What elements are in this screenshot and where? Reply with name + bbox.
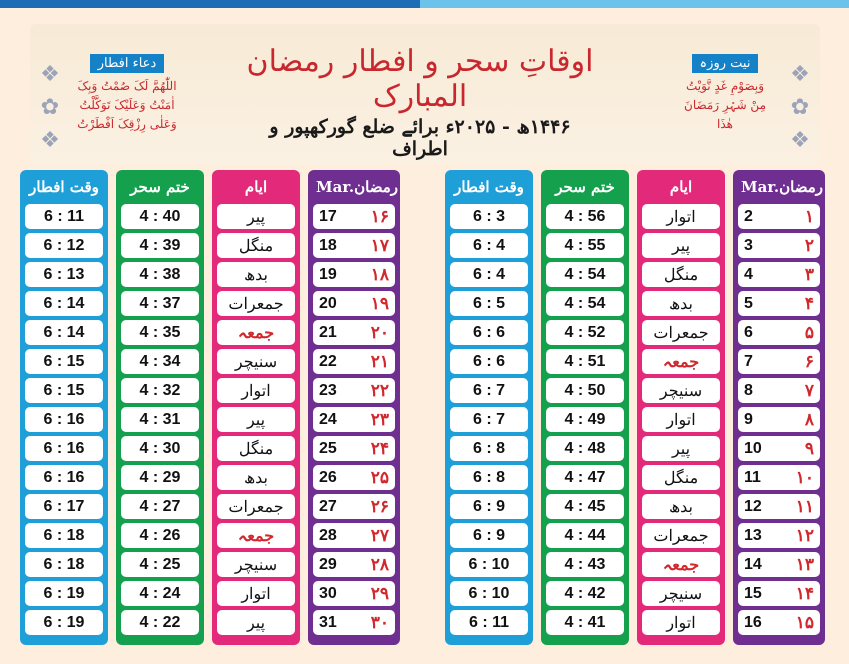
- sehri-time-cell: 4 : 25: [121, 552, 199, 577]
- column-rz: [733, 170, 825, 645]
- ramzan-number: ۶: [804, 351, 814, 372]
- day-cell: بدھ: [217, 465, 295, 490]
- sehri-time-cell: 4 : 24: [121, 581, 199, 606]
- iftar-time-cell: 6 : 6: [450, 349, 528, 374]
- date-cell: [313, 320, 395, 345]
- column-cells: [217, 204, 295, 639]
- date-cell: [313, 407, 395, 432]
- sehri-time-cell: 4 : 54: [546, 262, 624, 287]
- date-cell: [313, 465, 395, 490]
- sehri-time-cell: 4 : 42: [546, 581, 624, 606]
- date-cell: [313, 436, 395, 461]
- ramzan-label: رمضان: [779, 178, 823, 196]
- ramzan-number: ۱۴: [795, 583, 814, 604]
- column-day: [212, 170, 300, 645]
- column-iftar: [20, 170, 108, 645]
- roza-niyat-line: مِنْ شَہْرِ رَمَضَانَ: [684, 98, 766, 112]
- column-cells: [546, 204, 624, 639]
- column-iftar: [445, 170, 533, 645]
- day-cell: منگل: [217, 233, 295, 258]
- sehri-time-cell: 4 : 37: [121, 291, 199, 316]
- ramzan-number: ۱۶: [370, 206, 389, 227]
- iftar-time-cell: 6 : 7: [450, 378, 528, 403]
- sehri-time-cell: 4 : 40: [121, 204, 199, 229]
- ramzan-number: ۲۸: [370, 554, 389, 575]
- column-cells: [25, 204, 103, 639]
- sehri-time-cell: 4 : 43: [546, 552, 624, 577]
- column-header-rz: [308, 170, 400, 204]
- column-cells: [121, 204, 199, 639]
- column-day: [637, 170, 725, 645]
- iftar-time-cell: 6 : 16: [25, 465, 103, 490]
- sehri-time-cell: 4 : 55: [546, 233, 624, 258]
- march-date: 4: [744, 265, 753, 283]
- day-cell: سنیچر: [217, 349, 295, 374]
- march-date: 5: [744, 294, 753, 312]
- ramzan-number: ۱۰: [795, 467, 814, 488]
- column-cells: [738, 204, 820, 639]
- iftar-dua-line: اللّٰھُمَّ لَکَ صُمْتُ وَبِکَ: [77, 79, 177, 93]
- sehri-time-cell: 4 : 50: [546, 378, 624, 403]
- date-cell: [738, 349, 820, 374]
- sehri-time-cell: 4 : 27: [121, 494, 199, 519]
- roza-niyat: [650, 52, 800, 134]
- sehri-time-cell: 4 : 38: [121, 262, 199, 287]
- column-cells: [313, 204, 395, 639]
- day-cell: اتوار: [642, 204, 720, 229]
- ramzan-number: ۲۵: [370, 467, 389, 488]
- march-date: 10: [744, 439, 762, 457]
- day-cell: پیر: [642, 233, 720, 258]
- sehri-time-cell: 4 : 51: [546, 349, 624, 374]
- march-date: 9: [744, 410, 753, 428]
- sehri-time-cell: 4 : 54: [546, 291, 624, 316]
- march-date: 26: [319, 468, 337, 486]
- day-cell: اتوار: [217, 581, 295, 606]
- date-cell: [313, 610, 395, 635]
- ramzan-number: ۲۴: [370, 438, 389, 459]
- day-cell: جمعہ: [217, 320, 295, 345]
- date-cell: [313, 494, 395, 519]
- column-cells: [450, 204, 528, 639]
- ramzan-number: ۲: [804, 235, 814, 256]
- day-cell: جمعہ: [217, 523, 295, 548]
- sehri-time-cell: 4 : 49: [546, 407, 624, 432]
- day-cell: جمعرات: [217, 494, 295, 519]
- march-date: 7: [744, 352, 753, 370]
- march-date: 6: [744, 323, 753, 341]
- iftar-time-cell: 6 : 13: [25, 262, 103, 287]
- day-cell: پیر: [217, 407, 295, 432]
- iftar-time-cell: 6 : 15: [25, 349, 103, 374]
- march-date: 16: [744, 613, 762, 631]
- column-sehri: [541, 170, 629, 645]
- sehri-time-cell: 4 : 31: [121, 407, 199, 432]
- iftar-time-cell: 6 : 4: [450, 262, 528, 287]
- column-header-day: ایام: [244, 178, 268, 196]
- ramzan-number: ۳: [804, 264, 814, 285]
- march-date: 14: [744, 555, 762, 573]
- day-cell: سنیچر: [642, 378, 720, 403]
- iftar-time-cell: 6 : 19: [25, 610, 103, 635]
- date-cell: [313, 378, 395, 403]
- date-cell: [738, 233, 820, 258]
- iftar-time-cell: 6 : 10: [450, 552, 528, 577]
- day-cell: منگل: [642, 262, 720, 287]
- date-cell: [738, 436, 820, 461]
- iftar-time-cell: 6 : 6: [450, 320, 528, 345]
- column-cells: [642, 204, 720, 639]
- iftar-time-cell: 6 : 17: [25, 494, 103, 519]
- iftar-time-cell: 6 : 3: [450, 204, 528, 229]
- march-date: 8: [744, 381, 753, 399]
- day-cell: جمعہ: [642, 349, 720, 374]
- ramzan-label: رمضان: [354, 178, 398, 196]
- date-cell: [738, 407, 820, 432]
- day-cell: منگل: [217, 436, 295, 461]
- ramzan-number: ۱۳: [795, 554, 814, 575]
- ramzan-number: ۱۷: [370, 235, 389, 256]
- column-rz: [308, 170, 400, 645]
- iftar-time-cell: 6 : 7: [450, 407, 528, 432]
- right-timetable: [445, 170, 830, 645]
- iftar-time-cell: 6 : 14: [25, 291, 103, 316]
- day-cell: جمعرات: [642, 523, 720, 548]
- sehri-time-cell: 4 : 45: [546, 494, 624, 519]
- ramzan-number: ۱۸: [370, 264, 389, 285]
- sehri-time-cell: 4 : 52: [546, 320, 624, 345]
- march-date: 27: [319, 497, 337, 515]
- ramzan-number: ۱۱: [795, 496, 814, 517]
- date-cell: [738, 320, 820, 345]
- date-cell: [313, 262, 395, 287]
- march-date: 20: [319, 294, 337, 312]
- date-cell: [738, 610, 820, 635]
- day-cell: جمعرات: [217, 291, 295, 316]
- ramzan-number: ۸: [804, 409, 814, 430]
- ramzan-number: ۲۷: [370, 525, 389, 546]
- day-cell: سنیچر: [217, 552, 295, 577]
- iftar-time-cell: 6 : 15: [25, 378, 103, 403]
- march-date: 22: [319, 352, 337, 370]
- ramzan-number: ۲۲: [370, 380, 389, 401]
- iftar-time-cell: 6 : 18: [25, 523, 103, 548]
- march-date: 17: [319, 207, 337, 225]
- iftar-time-cell: 6 : 10: [450, 581, 528, 606]
- day-cell: سنیچر: [642, 581, 720, 606]
- iftar-time-cell: 6 : 12: [25, 233, 103, 258]
- iftar-time-cell: 6 : 14: [25, 320, 103, 345]
- sehri-time-cell: 4 : 41: [546, 610, 624, 635]
- date-cell: [738, 552, 820, 577]
- column-header-iftar: وقت افطار: [29, 178, 99, 196]
- sehri-time-cell: 4 : 22: [121, 610, 199, 635]
- march-date: 19: [319, 265, 337, 283]
- date-cell: [738, 465, 820, 490]
- column-header-iftar: وقت افطار: [454, 178, 524, 196]
- top-color-bar: [0, 0, 849, 8]
- march-date: 29: [319, 555, 337, 573]
- iftar-time-cell: 6 : 16: [25, 407, 103, 432]
- iftar-dua: [52, 52, 202, 134]
- month-label: Mar.: [316, 178, 355, 196]
- date-cell: [313, 581, 395, 606]
- iftar-time-cell: 6 : 9: [450, 523, 528, 548]
- sehri-time-cell: 4 : 29: [121, 465, 199, 490]
- roza-niyat-line: وَبِصَوْمِ غَدٍ نَّوَیْتُ: [685, 79, 765, 93]
- sehri-time-cell: 4 : 30: [121, 436, 199, 461]
- ramzan-number: ۳۰: [370, 612, 389, 633]
- sehri-time-cell: 4 : 48: [546, 436, 624, 461]
- page-subtitle: ۱۴۴۶ھ - ۲۰۲۵ء برائے ضلع گورکھپور و اطراف: [269, 116, 571, 160]
- date-cell: [313, 349, 395, 374]
- iftar-time-cell: 6 : 11: [25, 204, 103, 229]
- march-date: 11: [744, 468, 761, 486]
- column-header-sehri: ختم سحر: [130, 178, 190, 196]
- column-sehri: [116, 170, 204, 645]
- march-date: 3: [744, 236, 753, 254]
- march-date: 23: [319, 381, 337, 399]
- day-cell: منگل: [642, 465, 720, 490]
- march-date: 18: [319, 236, 337, 254]
- march-date: 13: [744, 526, 762, 544]
- march-date: 12: [744, 497, 762, 515]
- column-header-sehri: ختم سحر: [555, 178, 615, 196]
- roza-niyat-label: نیت روزہ: [692, 54, 759, 73]
- date-cell: [313, 291, 395, 316]
- iftar-time-cell: 6 : 8: [450, 465, 528, 490]
- ramzan-number: ۱۵: [795, 612, 814, 633]
- day-cell: اتوار: [217, 378, 295, 403]
- date-cell: [313, 552, 395, 577]
- ornament-icon: ❖ ✿ ❖: [790, 62, 810, 153]
- date-cell: [313, 204, 395, 229]
- date-cell: [313, 523, 395, 548]
- iftar-time-cell: 6 : 5: [450, 291, 528, 316]
- iftar-time-cell: 6 : 18: [25, 552, 103, 577]
- day-cell: بدھ: [642, 494, 720, 519]
- ornament-icon: ❖ ✿ ❖: [40, 62, 60, 153]
- day-cell: بدھ: [217, 262, 295, 287]
- ramzan-number: ۷: [804, 380, 814, 401]
- day-cell: اتوار: [642, 610, 720, 635]
- ramzan-number: ۱۹: [370, 293, 389, 314]
- day-cell: پیر: [217, 204, 295, 229]
- ramzan-number: ۲۳: [370, 409, 389, 430]
- date-cell: [738, 204, 820, 229]
- ramzan-number: ۴: [804, 293, 814, 314]
- iftar-dua-line: اٰمَنْتُ وَعَلَیْکَ تَوَکَّلْتُ: [79, 98, 175, 112]
- ramzan-number: ۲۰: [370, 322, 389, 343]
- day-cell: جمعہ: [642, 552, 720, 577]
- march-date: 28: [319, 526, 337, 544]
- iftar-dua-line: وَعَلٰی رِزْقِکَ اَفْطَرْتُ: [77, 117, 177, 131]
- day-cell: اتوار: [642, 407, 720, 432]
- left-timetable: [20, 170, 400, 645]
- sehri-time-cell: 4 : 35: [121, 320, 199, 345]
- iftar-time-cell: 6 : 19: [25, 581, 103, 606]
- sehri-time-cell: 4 : 56: [546, 204, 624, 229]
- iftar-time-cell: 6 : 9: [450, 494, 528, 519]
- date-cell: [313, 233, 395, 258]
- date-cell: [738, 523, 820, 548]
- month-label: Mar.: [741, 178, 780, 196]
- page-title: اوقاتِ سحر و افطار رمضان المبارک: [246, 44, 594, 114]
- iftar-time-cell: 6 : 4: [450, 233, 528, 258]
- march-date: 15: [744, 584, 762, 602]
- date-cell: [738, 494, 820, 519]
- day-cell: پیر: [217, 610, 295, 635]
- date-cell: [738, 378, 820, 403]
- roza-niyat-line: ھٰذَا: [717, 117, 733, 131]
- iftar-time-cell: 6 : 8: [450, 436, 528, 461]
- ramzan-number: ۱: [804, 206, 814, 227]
- march-date: 31: [319, 613, 337, 631]
- sehri-time-cell: 4 : 26: [121, 523, 199, 548]
- ramzan-number: ۲۹: [370, 583, 389, 604]
- day-cell: جمعرات: [642, 320, 720, 345]
- day-cell: بدھ: [642, 291, 720, 316]
- iftar-time-cell: 6 : 16: [25, 436, 103, 461]
- ramzan-number: ۲۶: [370, 496, 389, 517]
- date-cell: [738, 262, 820, 287]
- march-date: 2: [744, 207, 753, 225]
- sehri-time-cell: 4 : 39: [121, 233, 199, 258]
- ramzan-number: ۹: [804, 438, 814, 459]
- iftar-time-cell: 6 : 11: [450, 610, 528, 635]
- sehri-time-cell: 4 : 32: [121, 378, 199, 403]
- sehri-time-cell: 4 : 44: [546, 523, 624, 548]
- march-date: 25: [319, 439, 337, 457]
- date-cell: [738, 581, 820, 606]
- march-date: 21: [319, 323, 337, 341]
- column-header-day: ایام: [669, 178, 693, 196]
- ramzan-number: ۱۲: [795, 525, 814, 546]
- ramzan-number: ۲۱: [370, 351, 389, 372]
- ramzan-number: ۵: [804, 322, 814, 343]
- date-cell: [738, 291, 820, 316]
- march-date: 30: [319, 584, 337, 602]
- march-date: 24: [319, 410, 337, 428]
- column-header-rz: [733, 170, 825, 204]
- sehri-time-cell: 4 : 47: [546, 465, 624, 490]
- day-cell: پیر: [642, 436, 720, 461]
- iftar-dua-label: دعاء افطار: [90, 54, 164, 73]
- sehri-time-cell: 4 : 34: [121, 349, 199, 374]
